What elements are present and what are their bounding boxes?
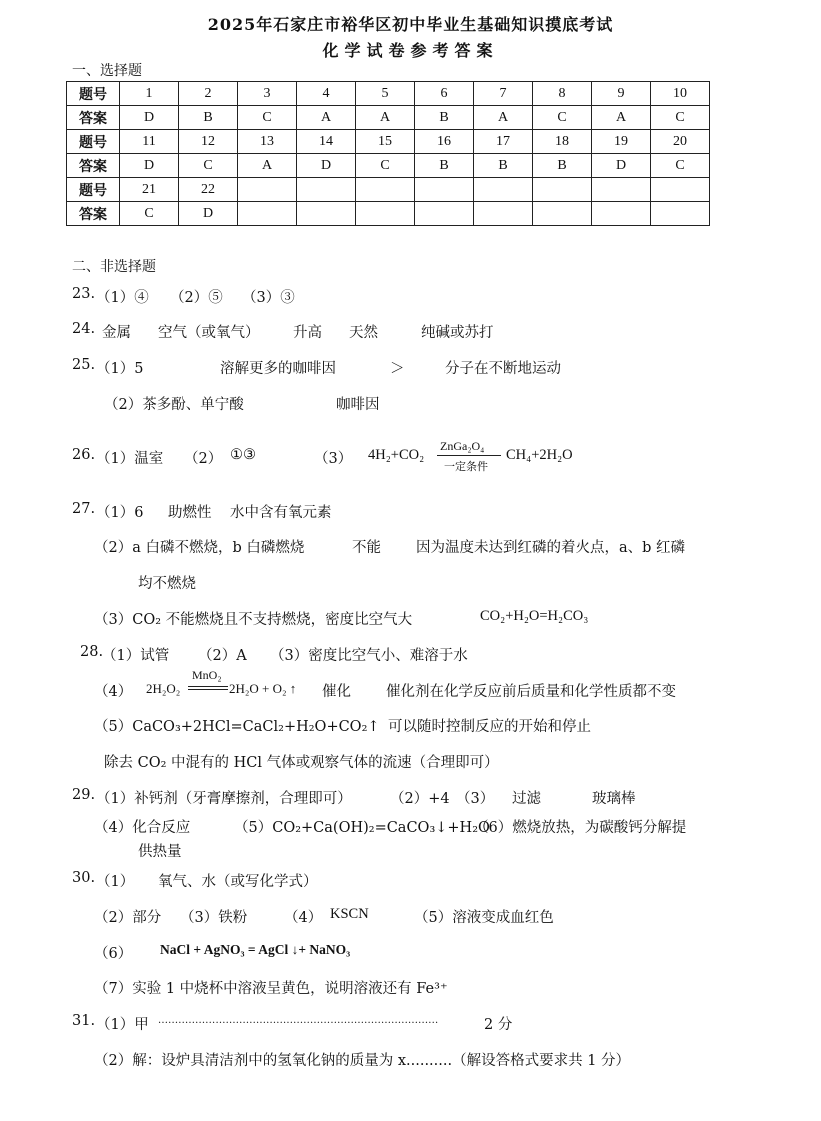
answer-table-cell: 7 xyxy=(474,82,533,106)
answer-table-cell xyxy=(415,202,474,226)
q26-part2: （2） xyxy=(184,451,223,467)
answer-table-row-header: 答案 xyxy=(67,154,120,178)
answer-table-cell xyxy=(474,202,533,226)
answer-table-cell: C xyxy=(651,154,710,178)
answer-table-cell xyxy=(356,178,415,202)
answer-table-cell: C xyxy=(238,106,297,130)
answer-table-cell: A xyxy=(474,106,533,130)
answer-table-cell xyxy=(533,202,592,226)
q29-part1: （1）补钙剂（牙膏摩擦剂，合理即可） xyxy=(96,791,352,807)
answer-table-row xyxy=(67,178,710,202)
q25-part1: （1）5 xyxy=(96,361,144,377)
q27-part1: （1）6 xyxy=(96,505,144,521)
q28-part2: （2）A xyxy=(198,648,247,664)
answer-table-cell: 1 xyxy=(120,82,179,106)
q30-part4: （4） xyxy=(284,910,323,926)
q28-part3: （3）密度比空气小、难溶于水 xyxy=(270,648,468,664)
q25-part2: （2）茶多酚、单宁酸 xyxy=(104,397,244,413)
answer-table-row xyxy=(67,154,710,178)
answer-table-row xyxy=(67,82,710,106)
q29-part4: （4）化合反应 xyxy=(94,820,191,836)
answer-table-row xyxy=(67,202,710,226)
q27-part3: （3）CO₂ 不能燃烧且不支持燃烧，密度比空气大 xyxy=(94,612,413,628)
answer-table-cell xyxy=(592,202,651,226)
answer-table-cell: 11 xyxy=(120,130,179,154)
q30-part6: （6） xyxy=(94,946,133,962)
answer-table-cell: 8 xyxy=(533,82,592,106)
q26-part1: （1）温室 xyxy=(96,451,164,467)
answer-table-cell xyxy=(238,202,297,226)
question-number: 31. xyxy=(72,1013,96,1029)
q23-part1: （1）④ xyxy=(96,290,149,306)
answer-table-row xyxy=(67,130,710,154)
q29-part6: （6）燃烧放热，为碳酸钙分解提 xyxy=(474,820,687,836)
q25-answer-3: 分子在不断地运动 xyxy=(445,361,561,377)
q30-part2: （2）部分 xyxy=(94,910,162,926)
answer-table-cell: 6 xyxy=(415,82,474,106)
answer-table-cell: D xyxy=(120,106,179,130)
question-number: 24. xyxy=(72,321,96,337)
question-number: 26. xyxy=(72,447,96,463)
question-number: 27. xyxy=(72,501,96,517)
section-non-choice-heading: 二、非选择题 xyxy=(72,259,156,275)
q29-part5: （5）CO₂+Ca(OH)₂=CaCO₃↓+H₂O xyxy=(234,820,490,836)
q26-part2-answer: ①③ xyxy=(230,447,256,463)
q26-reaction-arrow-line xyxy=(437,455,501,456)
answer-table-cell xyxy=(238,178,297,202)
answer-table-cell xyxy=(297,178,356,202)
q24-answer-5: 纯碱或苏打 xyxy=(421,325,494,341)
q24-answer-2: 空气（或氧气） xyxy=(158,325,260,341)
answer-table-cell: 12 xyxy=(179,130,238,154)
answer-table-cell: 14 xyxy=(297,130,356,154)
answer-table-cell: 16 xyxy=(415,130,474,154)
answer-table-cell xyxy=(533,178,592,202)
question-number: 25. xyxy=(72,357,96,373)
answer-table-cell: 3 xyxy=(238,82,297,106)
answer-table-cell: D xyxy=(179,202,238,226)
q26-equation-reactants: 4H₂+CO₂ xyxy=(368,447,425,463)
answer-table xyxy=(66,81,710,226)
answer-table-cell: 18 xyxy=(533,130,592,154)
q30-part7: （7）实验 1 中烧杯中溶液呈黄色，说明溶液还有 Fe³⁺ xyxy=(94,981,448,997)
q27-answer-1: 助燃性 xyxy=(168,505,212,521)
q26-catalyst-label: ZnGa₂O₄ xyxy=(440,439,485,453)
q28-answer-1: 催化 xyxy=(322,684,351,700)
answer-table-cell xyxy=(356,202,415,226)
answer-table-cell: 9 xyxy=(592,82,651,106)
question-number: 29. xyxy=(72,787,96,803)
q31-part1: （1）甲 xyxy=(96,1017,149,1033)
answer-table-cell: 22 xyxy=(179,178,238,202)
answer-table-cell: C xyxy=(120,202,179,226)
question-number: 28. xyxy=(80,644,104,660)
q28-catalyst-label: MnO₂ xyxy=(192,668,222,682)
answer-table-row-header: 题号 xyxy=(67,82,120,106)
q29-answer-1: 过滤 xyxy=(512,791,541,807)
answer-table-cell: B xyxy=(474,154,533,178)
answer-table-cell: A xyxy=(297,106,356,130)
q24-answer-3: 升高 xyxy=(293,325,322,341)
answer-table-cell xyxy=(651,178,710,202)
q28-equation-reactants: 2H₂O₂ xyxy=(146,681,181,696)
q29-part3: （3） xyxy=(456,791,495,807)
q31-part2: （2）解：设炉具清洁剂中的氢氧化钠的质量为 x..........（解设答格式要求共 1 分） xyxy=(94,1053,631,1069)
q25-answer-1: 溶解更多的咖啡因 xyxy=(220,361,336,377)
answer-table-cell: 17 xyxy=(474,130,533,154)
q26-equation-products: CH₄+2H₂O xyxy=(506,447,573,463)
question-number: 30. xyxy=(72,870,96,886)
answer-table-cell: B xyxy=(415,154,474,178)
q30-part4-answer: KSCN xyxy=(330,906,369,922)
answer-table-cell xyxy=(651,202,710,226)
answer-table-row-header: 题号 xyxy=(67,130,120,154)
answer-table-cell: A xyxy=(238,154,297,178)
q26-condition-label: 一定条件 xyxy=(444,460,488,473)
answer-table-cell: 10 xyxy=(651,82,710,106)
q29-part2: （2）+4 xyxy=(390,791,450,807)
q28-part5: （5）CaCO₃+2HCl=CaCl₂+H₂O+CO₂↑ xyxy=(94,719,380,735)
answer-table-row-header: 答案 xyxy=(67,106,120,130)
answer-table-cell: A xyxy=(356,106,415,130)
section-multiple-choice-heading: 一、选择题 xyxy=(72,63,142,79)
answer-table-row-header: 答案 xyxy=(67,202,120,226)
answer-table-cell: 20 xyxy=(651,130,710,154)
q27-answer-2: 水中含有氧元素 xyxy=(230,505,332,521)
answer-table-cell: D xyxy=(297,154,356,178)
q30-part1: （1） xyxy=(96,874,135,890)
q24-answer-1: 金属 xyxy=(102,325,131,341)
answer-table-cell xyxy=(415,178,474,202)
q27-answer-4: 因为温度未达到红磷的着火点，a、b 红磷 xyxy=(416,540,686,556)
answer-table-cell: C xyxy=(651,106,710,130)
answer-table-cell: D xyxy=(592,154,651,178)
q25-answer-4: 咖啡因 xyxy=(336,397,380,413)
q31-leader-dots: ................................................................................... xyxy=(158,1015,439,1026)
q28-answer-4: 除去 CO₂ 中混有的 HCl 气体或观察气体的流速（合理即可） xyxy=(104,755,499,771)
q28-equation-products: 2H₂O + O₂ ↑ xyxy=(229,681,297,696)
q26-part3: （3） xyxy=(314,451,353,467)
answer-table-cell: 19 xyxy=(592,130,651,154)
answer-table-row-header: 题号 xyxy=(67,178,120,202)
answer-table-cell xyxy=(474,178,533,202)
q27-answer-4-continued: 均不燃烧 xyxy=(138,576,196,592)
answer-table-cell: B xyxy=(533,154,592,178)
answer-table-cell: C xyxy=(356,154,415,178)
q28-reaction-arrow-line-bottom xyxy=(188,689,228,690)
q28-part4-label: （4） xyxy=(94,684,133,700)
q28-answer-2: 催化剂在化学反应前后质量和化学性质都不变 xyxy=(386,684,676,700)
answer-table-cell: 4 xyxy=(297,82,356,106)
q30-part3: （3）铁粉 xyxy=(180,910,248,926)
answer-table-cell: 21 xyxy=(120,178,179,202)
answer-table-cell: 13 xyxy=(238,130,297,154)
answer-table-cell: 2 xyxy=(179,82,238,106)
q27-answer-3: 不能 xyxy=(352,540,381,556)
q30-part6-equation: NaCl + AgNO₃ = AgCl ↓+ NaNO₃ xyxy=(160,942,351,957)
answer-table-cell xyxy=(592,178,651,202)
q29-answer-2: 玻璃棒 xyxy=(592,791,636,807)
answer-table-cell: A xyxy=(592,106,651,130)
answer-table-cell: C xyxy=(533,106,592,130)
question-number: 23. xyxy=(72,286,96,302)
answer-table-cell xyxy=(297,202,356,226)
q28-reaction-arrow-line-top xyxy=(188,686,228,687)
q29-part6-continued: 供热量 xyxy=(138,844,182,860)
q23-part2: （2）⑤ xyxy=(170,290,223,306)
answer-table-row xyxy=(67,106,710,130)
q27-answer-5: CO₂+H₂O=H₂CO₃ xyxy=(480,608,589,624)
q24-answer-4: 天然 xyxy=(349,325,378,341)
q23-part3: （3）③ xyxy=(242,290,295,306)
q30-part5: （5）溶液变成血红色 xyxy=(414,910,554,926)
q27-part2: （2）a 白磷不燃烧，b 白磷燃烧 xyxy=(94,540,305,556)
answer-table-cell: B xyxy=(179,106,238,130)
answer-table-cell: D xyxy=(120,154,179,178)
q25-answer-2: ＞ xyxy=(390,361,405,377)
answer-table-cell: 15 xyxy=(356,130,415,154)
q31-score: 2 分 xyxy=(484,1017,513,1033)
q30-answer-1: 氧气、水（或写化学式） xyxy=(158,874,318,890)
page-title: 2025年石家庄市裕华区初中毕业生基础知识摸底考试 xyxy=(207,15,614,34)
q28-part1: （1）试管 xyxy=(102,648,170,664)
page-subtitle: 化学试卷参考答案 xyxy=(322,41,499,60)
answer-table-cell: C xyxy=(179,154,238,178)
answer-table-cell: 5 xyxy=(356,82,415,106)
answer-table-cell: B xyxy=(415,106,474,130)
q28-answer-3: 可以随时控制反应的开始和停止 xyxy=(388,719,591,735)
